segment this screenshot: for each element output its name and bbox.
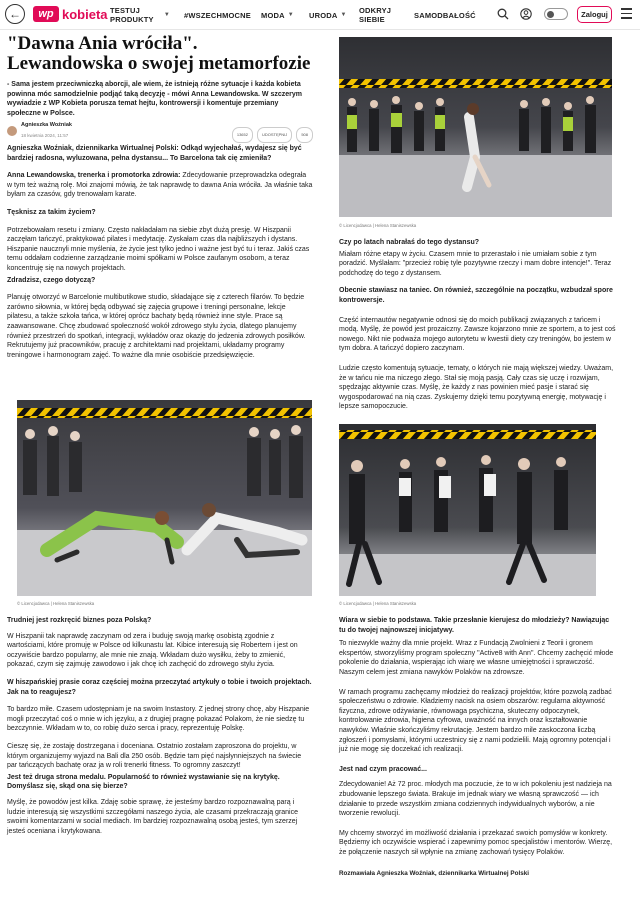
search-icon[interactable]: [497, 8, 509, 23]
question-1: Agnieszka Woźniak, dziennikarka Wirtualnej Polski: Odkąd wyjechałaś, wydajesz się być bardziej radosna, wyluzowana, pełna dystansu... To Barcelona tak cię zmieniła?: [7, 145, 302, 162]
dance-class-photo: [17, 400, 312, 596]
answer-11: To niezwykle ważny dla mnie projekt. Wraz z Fundacją Zwolnieni z Teorii i gronem ekspertów, stworzyliśmy program społeczny "Active8 with Ann". Chcemy zachęcić młode pokolenie do działania, wspierając ich wiarę we własne umiejętności i sprawczość. Naszym celem jest zmiana nawyków Polaków na zdrowsze.: [339, 640, 614, 676]
answer-4: W Hiszpanii tak naprawdę zaczynam od zera i buduję swoją markę osobistą zgodnie z wartościami, które promuję w Polsce od kilkunastu lat. Kibice interesują się Robertem i jest on oczywiście bardzo popularny, ale mnie nie znają. Wkładam dużo wysiłku, żeby to zmienić, pokazać, czym się zajmuję zawodowo i jak chcę ich zachęcić do zdrowego stylu życia.: [7, 632, 298, 669]
login-button[interactable]: Zaloguj: [577, 6, 612, 23]
share-buttons: [232, 127, 313, 143]
answer-3: Planuję otworzyć w Barcelonie multibutikowe studio, składające się z czterech filarów. To będzie zarówno siłownia, w której będą odbywać się zajęcia grupowe i treningi personalne, lekcje pilatesu, a także szkoła tańca, w której oprócz bachaty będą również inne style. Prace są zaawansowane. Chcę zbudować społeczność wokół zdrowego stylu życia, dlatego planujemy również przestrzeń do spotkań, integracji, wykładów oraz okazję do jedzenia zdrowych posiłków. Rekrutujemy już pracowników, pracuję z architektami nad projektami, układamy programy treningowe i harmonogram zajęć. To ważne dla mnie osobiście przedsięwzięcie.: [7, 294, 306, 359]
publish-date: 18 kwietnia 2024, 11:57: [21, 133, 69, 138]
author-row: [7, 124, 313, 138]
article-photo-3: [339, 424, 596, 596]
nav-item-testuj-produkty[interactable]: [110, 0, 170, 30]
speaker-name: Anna Lewandowska, trenerka i promotorka zdrowia:: [7, 172, 181, 180]
nav-item-uroda[interactable]: [309, 0, 347, 30]
author-name[interactable]: Agnieszka Woźniak: [21, 122, 72, 129]
question-5: W hiszpańskiej prasie coraz częściej można przeczytać artykuły o tobie i twoich projektach. Jak na to reagujesz?: [7, 678, 312, 696]
question-13: Jest nad czym pracować...: [339, 765, 427, 773]
interview-signature: Rozmawiała Agnieszka Woźniak, dziennikarka Wirtualnej Polski: [339, 870, 529, 878]
answer-12: W ramach programu zachęcamy młodzież do realizacji projektów, które pozwolą zadbać społeczeństwu o zdrowie. Kładziemy nacisk na osiem obszarów: regularna aktywność fizyczna, zdrowe odżywianie, równowaga psychiczna, skuteczny odpoczynek, kontrolowanie zdrowia, higiena cyfrowa, uważność na innych oraz kształtowanie nawyków. Właśnie skończyliśmy rekrutację. Jestem bardzo mile zaskoczona liczbą zgłoszeń i pomysłami, którymi uczestnicy się z nami podzielili. Mają ogromny potencjał i już nie mogę się doczekać ich realizacji.: [339, 688, 612, 754]
theme-toggle-icon[interactable]: [544, 8, 568, 20]
article-right-column-lower: [339, 616, 616, 887]
article-left-column-lower: [7, 616, 313, 844]
answer-1-text: Zdecydowanie przeprowadzka odegrała w tym też ważną rolę. Moi znajomi mówią, że tak naprawdę to dawna Ania wróciła. Ja właśnie taka byłam za czasów, gdy trenowałam karate.: [7, 172, 313, 199]
answer-9: Część internautów negatywnie odnosi się do moich publikacji związanych z tańcem i modą. Myślę, że powód jest prozaiczny. Zawsze kojarzono mnie ze sportem, a to jest coś nowego. Nikt nie podważa mojego autorytetu w kwestii diety czy treningów, bo jestem w tym dobra. A tańczyć dopiero zaczynam.: [339, 316, 616, 353]
chevron-down-icon: ▼: [340, 11, 347, 18]
article-photo-1: [17, 400, 312, 596]
question-11: Wiara w siebie to podstawa. Takie przesłanie kierujesz do młodzieży? Nawiązując tu do twojej najnowszej inicjatywy.: [339, 617, 610, 634]
article-right-column: [339, 238, 616, 420]
article-lead: - Sama jestem przeciwniczką aborcji, ale wiem, że istnieją różne sytuacje i każda kobieta powinna móc samodzielnie podjąć taką decyzję - mówi Anna Lewandowska. W szczerym wywiadzie z WP Kobieta porusza temat hejtu, kontrowersji i komentuje przemiany społeczne w Polsce.: [7, 81, 302, 117]
answer-10: Ludzie często komentują sytuacje, tematy, o których nie mają większej wiedzy. Uważam, że w tańcu nie ma niczego złego. Stał się moją pasją. Cały czas się uczę i rozwijam, spędzając aktywnie czas. Myślę, że każdy z nas powinien mieć pasje i starać się wygospodarować na nią czas. Zyskujemy dzięki temu pozytywną energię, motywację i lepsze samopoczucie.: [339, 364, 614, 411]
question-4: Trudniej jest rozkręcić biznes poza Polską?: [7, 617, 152, 624]
nav-item-wszechmocne[interactable]: [184, 0, 251, 30]
question-8: Czy po latach nabrałaś do tego dystansu?: [339, 239, 480, 246]
arrow-left-icon[interactable]: ←: [5, 4, 25, 24]
nav-label: MODA: [261, 10, 285, 20]
share-count-button[interactable]: 13652: [232, 127, 253, 143]
nav-label: URODA: [309, 10, 338, 20]
nav-label: #WSZECHMOCNE: [184, 10, 251, 20]
photo-credit: © Licencjodawca | Helena Staniszewska: [17, 601, 95, 606]
share-button[interactable]: UDOSTĘPNIJ: [257, 127, 292, 143]
avatar: [7, 126, 17, 136]
question-3: Zdradzisz, czego dotyczą?: [7, 276, 96, 284]
answer-1: [7, 171, 313, 200]
logo-brand: kobieta: [62, 6, 108, 22]
nav-label: SAMODBAŁOŚĆ: [414, 10, 476, 20]
nav-item-moda[interactable]: [261, 0, 294, 30]
hamburger-menu-icon[interactable]: [621, 8, 632, 22]
answer-7: Myślę, że powodów jest kilka. Zdaję sobie sprawę, że jesteśmy bardzo rozpoznawalną parą i ludzie interesują się wszystkimi szczegółami naszego życia, ale czasami przekraczają granice swoimi komentarzami w social mediach. Im bardziej rozpoznawalną osobą jesteś, tym szerzej jesteś oceniana i krytykowana.: [7, 798, 299, 835]
dance-crowd-photo: [339, 424, 596, 596]
answer-8: Miałam różne etapy w życiu. Czasem mnie to przerastało i nie umiałam sobie z tym poradzić. Myślałam: "przecież robię tyle pozytywne rzeczy i mam dobre intencje!". Teraz podchodzę do tego z dystansem.: [339, 250, 612, 277]
photo-credit: © Licencjodawca | Helena Staniszewska: [339, 601, 417, 606]
chevron-down-icon: ▼: [287, 11, 294, 18]
article-left-column: [7, 34, 313, 368]
wp-kobieta-logo[interactable]: [33, 6, 108, 22]
logo-mark: wp: [33, 6, 59, 22]
user-icon[interactable]: [520, 8, 532, 23]
nav-label: ODKRYJ SIEBIE: [359, 6, 392, 24]
photo-credit: © Licencjodawca | Helena Staniszewska: [339, 223, 417, 228]
answer-13: Zdecydowanie! Aż 72 proc. młodych ma poczucie, że to w ich pokoleniu jest nadzieja na zbudowanie lepszego świata. Brakuje im jednak wiary we własną sprawczość — ich działanie to przede wszystkim zmiana codziennych indywidualnych wyborów, a nie tworzenie rewolucji.: [339, 781, 612, 818]
question-7: Jest też druga strona medalu. Popularność to również wystawianie się na krytykę. Domyślasz się, skąd ona się bierze?: [7, 773, 280, 791]
top-navigation-bar: [0, 0, 640, 30]
nav-item-odkryj-siebie[interactable]: [359, 0, 405, 30]
nav-label: TESTUJ PRODUKTY: [110, 6, 154, 24]
question-2: Tęsknisz za takim życiem?: [7, 208, 96, 216]
answer-14: My chcemy stworzyć im możliwość działania i przekazać swoich pomysłów w konkrety. Będziemy ich oczywiście wspierać i zapewnimy pomoc specjalistów i mentorów. Wierzę, że połączenie naszych sił wpłynie na zmianę zachowań tysięcy Polaków.: [339, 829, 613, 856]
question-9: Obecnie stawiasz na taniec. On również, szczególnie na początku, wzbudzał spore kontrowersje.: [339, 287, 613, 304]
chevron-down-icon: ▼: [163, 11, 170, 18]
answer-6: Cieszę się, że zostaję dostrzegana i doceniana. Ostatnio zostałam zaproszona do projektu, w którym organizujemy wyjazd na Bali dla 250 osób. Będzie tam pięć najsłynniejszych na świecie par tańczących bachatę oraz ja w roli trenerki fitness. To ogromny zaszczyt!: [7, 742, 302, 770]
comments-button[interactable]: 508: [296, 127, 313, 143]
answer-5: To bardzo miłe. Czasem udostępniam je na swoim Instastory. Z jednej strony chcę, aby Hiszpanie mogli przeczytać coś o mnie w ich języku, a z drugiej pragnę pokazać Polakom, że nie siedzę tu bezczynnie. Wkładam w to, co robię dużo serca i pracy, reprezentuję Polskę.: [7, 706, 310, 733]
article-title: "Dawna Ania wróciła". Lewandowska o swojej metamorfozie: [7, 33, 311, 74]
article-photo-2: [339, 37, 612, 217]
nav-item-samodbalosc[interactable]: [414, 0, 476, 30]
group-class-photo: [339, 37, 612, 217]
answer-2: Potrzebowałam resetu i zmiany. Często nakładałam na siebie zbyt dużą presję. W Hiszpanii zaczęłam tańczyć, praktykować pilates i medytację. Zyskałam czas dla najbliższych i dystans. Hiszpanie naucznyli mnie myślenia, że życie jest tylko jedno i ważne jest być tu i teraz. Jakiś czas temu oddałam codzienne zarządzanie moimi spółkami w Polsce zaufanym osobom, a teraz koncentruję się na nowych projektach.: [7, 226, 310, 272]
